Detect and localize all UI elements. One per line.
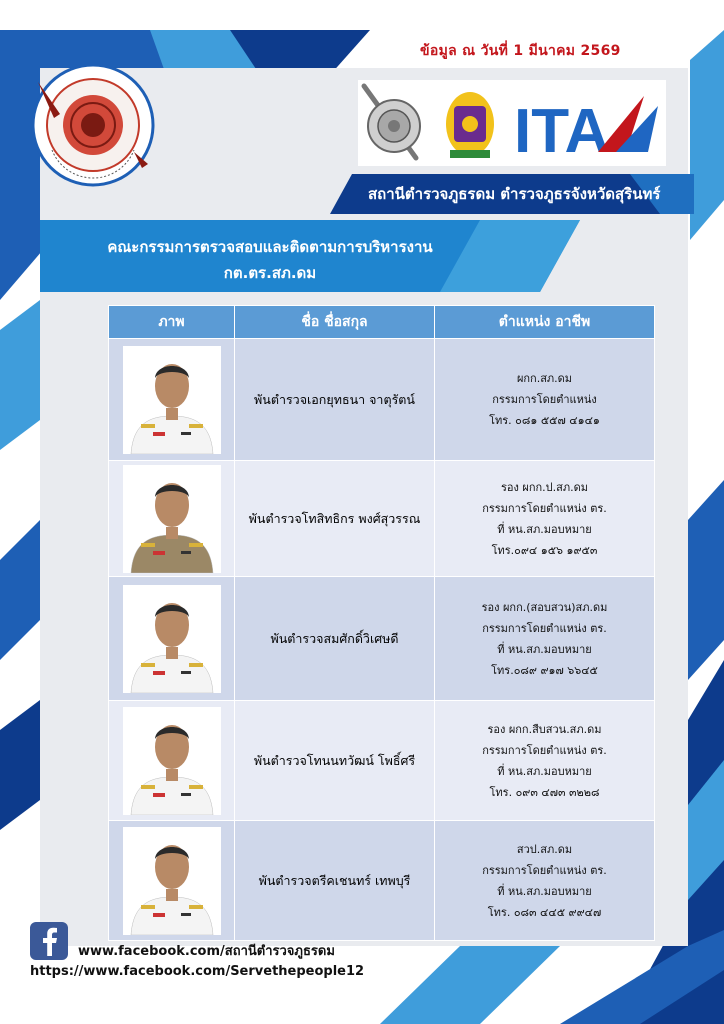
police-emblem-icon: [364, 86, 420, 158]
position-line: กรรมการโดยตำแหน่ง ตร.: [482, 863, 607, 877]
logos-graphic: [358, 80, 666, 166]
facebook-url-link[interactable]: https://www.facebook.com/Servethepeople12: [30, 964, 365, 979]
photo-cell: [109, 821, 235, 941]
photo-cell: [109, 577, 235, 701]
table-row: [109, 339, 655, 461]
member-position: [435, 339, 655, 461]
member-photo: [123, 827, 221, 935]
member-photo: [123, 707, 221, 815]
member-name: พันตำรวจตรีคเชนทร์ เทพบุรี: [235, 821, 435, 941]
member-position: [435, 701, 655, 821]
police-station-seal-icon: [30, 62, 156, 188]
position-line: ผกก.สภ.ดม: [516, 372, 573, 385]
member-photo: [123, 346, 221, 454]
date-label: ข้อมูล ณ วันที่ 1 มีนาคม 2569: [420, 43, 621, 59]
photo-cell: [109, 701, 235, 821]
member-position: [435, 461, 655, 577]
member-name: พันตำรวจสมศักดิ์วิเศษดี: [235, 577, 435, 701]
member-name: พันตำรวจโทสิทธิกร พงศ์สุวรรณ: [235, 461, 435, 577]
member-name: พันตำรวจเอกยุทธนา จาตุรัตน์: [235, 339, 435, 461]
position-line: สวป.สภ.ดม: [516, 842, 573, 856]
position-line: ที่ หน.สภ.มอบหมาย: [497, 764, 592, 778]
table-row: [109, 821, 655, 941]
committee-title-line1: คณะกรรมการตรวจสอบและติดตามการบริหารงาน: [107, 238, 433, 256]
facebook-page-link[interactable]: www.facebook.com/สถานีตำรวจภูธรดม: [78, 944, 335, 959]
ita-logo: ITA: [514, 97, 610, 166]
table-row: [109, 701, 655, 821]
table-row: [109, 577, 655, 701]
position-line: ที่ หน.สภ.มอบหมาย: [497, 642, 592, 656]
government-crest-icon: [446, 92, 494, 158]
member-name: พันตำรวจโทนนทวัฒน์ โพธิ์ศรี: [235, 701, 435, 821]
position-line: กรรมการโดยตำแหน่ง ตร.: [482, 621, 607, 635]
committee-title: [90, 234, 450, 286]
facebook-icon: [30, 922, 68, 960]
position-line: รอง ผกก.(สอบสวน)สภ.ดม: [481, 600, 608, 614]
members-table: [108, 305, 655, 941]
logos-panel: [358, 80, 666, 166]
position-line: โทร.๐๙๔ ๑๕๖ ๑๙๕๓: [491, 543, 598, 557]
position-line: กรรมการโดยตำแหน่ง ตร.: [482, 743, 607, 757]
table-row: [109, 461, 655, 577]
photo-cell: [109, 339, 235, 461]
position-line: ที่ หน.สภ.มอบหมาย: [497, 884, 592, 898]
position-line: ที่ หน.สภ.มอบหมาย: [497, 522, 592, 536]
photo-cell: [109, 461, 235, 577]
committee-title-line2: กต.ตร.สภ.ดม: [223, 264, 317, 282]
position-line: โทร. ๐๘๑ ๕๕๗ ๔๑๔๑: [489, 414, 600, 427]
member-photo: [123, 585, 221, 693]
position-line: กรรมการโดยตำแหน่ง ตร.: [482, 501, 607, 515]
col-header-position: ตำแหน่ง อาชีพ: [435, 306, 655, 339]
position-line: โทร.๐๘๙ ๙๑๗ ๖๖๔๕: [491, 663, 598, 677]
position-line: รอง ผกก.สืบสวน.สภ.ดม: [487, 722, 602, 736]
position-line: กรรมการโดยตำแหน่ง: [492, 393, 597, 406]
col-header-photo: ภาพ: [109, 306, 235, 339]
position-line: โทร. ๐๘๓ ๔๔๕ ๙๙๔๗: [487, 905, 602, 919]
member-position: [435, 577, 655, 701]
member-photo: [123, 465, 221, 573]
member-position: [435, 821, 655, 941]
table-header-row: [109, 306, 655, 339]
col-header-name: ชื่อ ชื่อสกุล: [235, 306, 435, 339]
position-line: โทร. ๐๙๓ ๔๗๓ ๓๒๒๘: [489, 785, 600, 799]
station-name: สถานีตำรวจภูธรดม ตำรวจภูธรจังหวัดสุรินทร์: [368, 185, 661, 203]
position-line: รอง ผกก.ป.สภ.ดม: [501, 480, 588, 494]
